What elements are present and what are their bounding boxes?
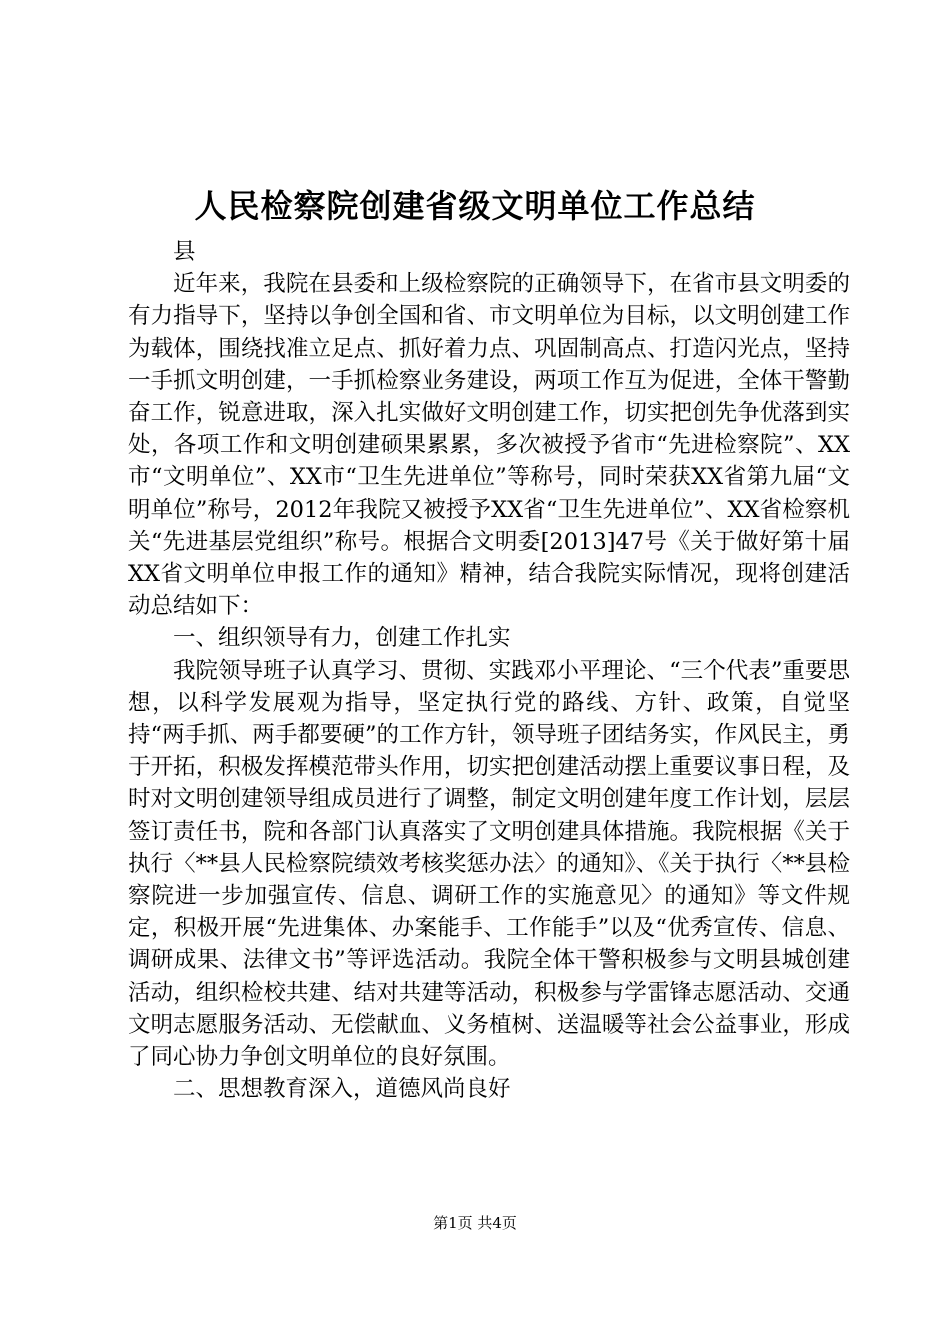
section-2-heading: 二、思想教育深入，道德风尚良好 xyxy=(173,1076,511,1103)
document-body xyxy=(128,236,850,1105)
document-title: 人民检察院创建省级文明单位工作总结 xyxy=(194,187,756,225)
section-1-heading: 一、组织领导有力，创建工作扎实 xyxy=(173,625,511,652)
page-footer: 第1页 共4页 xyxy=(433,1214,517,1232)
intro-paragraph: 近年来，我院在县委和上级检察院的正确领导下，在省市县文明委的有力指导下，坚持以争创全国和省、市文明单位为目标，以文明创建工作为载体，围绕找准立足点、抓好着力点、巩固制高点、打造闪光点，坚持一手抓文明创建，一手抓检察业务建设，两项工作互为促进，全体干警勤奋工作，锐意进取，深入扎实做好文明创建工作，切实把创先争优落到实处，各项工作和文明创建硕果累累，多次被授予省市“先进检察院”、XX市“文明单位”、XX市“卫生先进单位”等称号，同时荣获XX省第九届“文明单位”称号，2012年我院又被授予XX省“卫生先进单位”、XX省检察机关“先进基层党组织”称号。根据合文明委[2013]47号《关于做好第十届XX省文明单位申报工作的通知》精神，结合我院实际情况，现将创建活动总结如下： xyxy=(128,271,850,620)
prefix-paragraph: 县 xyxy=(173,239,196,265)
section-1-paragraph: 我院领导班子认真学习、贯彻、实践邓小平理论、“三个代表”重要思想，以科学发展观为指导，坚定执行党的路线、方针、政策，自觉坚持“两手抓、两手都要硬”的工作方针，领导班子团结务实，作风民主，勇于开拓，积极发挥模范带头作用，切实把创建活动摆上重要议事日程，及时对文明创建领导组成员进行了调整，制定文明创建年度工作计划，层层签订责任书，院和各部门认真落实了文明创建具体措施。我院根据《关于执行〈**县人民检察院绩效考核奖惩办法〉的通知》、《关于执行〈**县检察院进一步加强宣传、信息、调研工作的实施意见〉的通知》等文件规定，积极开展“先进集体、办案能手、工作能手”以及“优秀宣传、信息、调研成果、法律文书”等评选活动。我院全体干警积极参与文明县城创建活动，组织检校共建、结对共建等活动，积极参与学雷锋志愿活动、交通文明志愿服务活动、无偿献血、义务植树、送温暖等社会公益事业，形成了同心协力争创文明单位的良好氛围。 xyxy=(128,657,850,1071)
